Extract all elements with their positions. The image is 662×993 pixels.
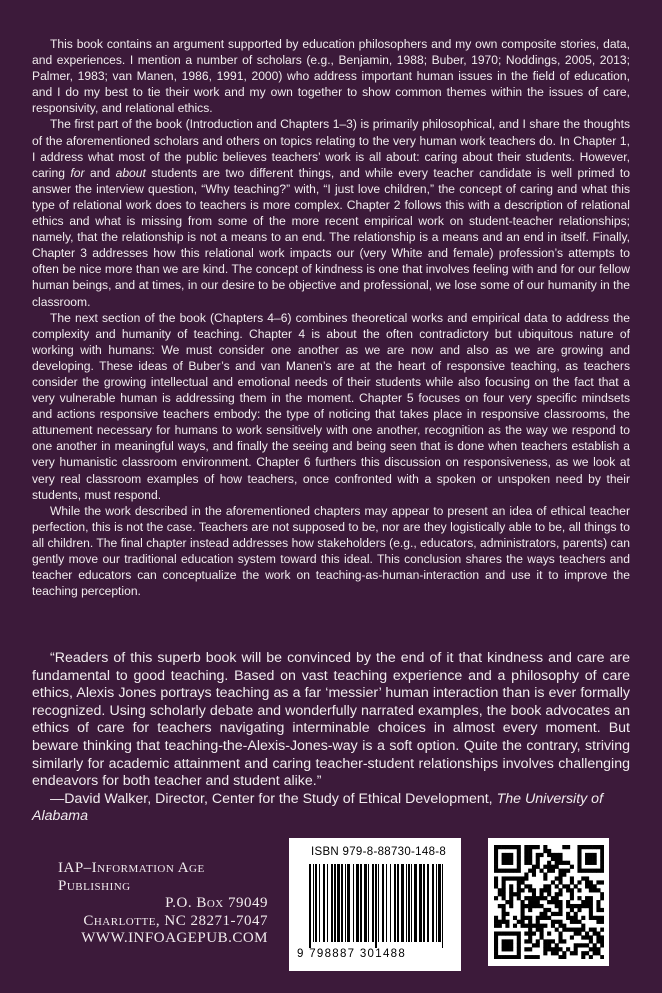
endorsement-attribution: —David Walker, Director, Center for the Study of Ethical Development, The University of Alabama: [32, 790, 604, 825]
paragraph-intro: This book contains an argument supported by education philosophers and my own composite stories, data, and experiences. I mention a number of scholars (e.g., Benjamin, 1988; Buber, 1970; Noddings, 2005, 2013; Palmer, 1983; van Manen, 1986, 1991, 2000) who address important human issues in the field of education, and I do my best to tie their work and my own together to show common themes within the issues of care, responsivity, and relational ethics.: [32, 37, 630, 116]
publisher-info: [58, 860, 268, 948]
qr-code: [488, 838, 609, 966]
publisher-website: WWW.INFOAGEPUB.COM: [81, 930, 268, 946]
paragraph-part-two: The next section of the book (Chapters 4–6) combines theoretical works and empirical data to address the complexity and humanity of teaching. Chapter 4 is about the often contradictory but ubiquitous nature of working with humans: We must consider one another as we are now and also as we are growing and developing. These ideas of Buber’s and van Manen’s are at the heart of responsive teaching, as teachers consider the growing intellectual and emotional needs of their students while also focusing on the fact that a very vulnerable human is addressing them in the moment. Chapter 5 focuses on four very specific mindsets and actions responsive teachers embody: the type of noticing that takes place in responsive classrooms, the attunement necessary for humans to work sensitively with one another, recognition as the way we respond to one another in meaningful ways, and finally the seeing and being seen that is done when teachers establish a very humanistic classroom environment. Chapter 6 furthers this discussion on responsiveness, as we look at very real classroom examples of how teachers, once confronted with a spoken or unspoken need by their students, must respond.: [32, 310, 630, 502]
description-text: [32, 36, 630, 599]
qr-code-icon: [494, 845, 604, 959]
barcode-digits: 9 798887 301488: [297, 948, 407, 960]
paragraph-part-one: The first part of the book (Introduction and Chapters 1–3) is primarily philosophical, and I share the thoughts of the aforementioned scholars and others on topics relating to the very human work teachers do. In Chapter 1, I address what most of the public believes teachers’ work is all about: caring about their students. However, caring for and about students are two different things, and while every teacher candidate is well primed to answer the interview question, “Why teaching?” with, “I just love children,” the concept of caring and what this type of relational work does to teachers is more complex. Chapter 2 follows this with a description of relational ethics and what is missing from some of the more recent empirical work on student-teacher relationships; namely, that the relationship is not a means to an end. The relationship is a means and an end in itself. Finally, Chapter 3 addresses how this relational work impacts our (very White and female) profession’s attempts to often be nice more than we are kind. The concept of kindness is one that involves feeling with and for our fellow human beings, and at times, in our desire to be objective and professional, we lose some of our humanity in the classroom.: [32, 117, 630, 309]
publisher-address-line1: P.O. Box 79049: [165, 895, 268, 911]
publisher-name: IAP–Information Age Publishing: [58, 860, 205, 894]
paragraph-conclusion: While the work described in the aforementioned chapters may appear to present an idea of ethical teacher perfection, this is not the case. Teachers are not supposed to be, nor are they logistically able to be, all things to all children. The final chapter instead addresses how stakeholders (e.g., educators, administrators, parents) can gently move our traditional education system toward this ideal. This conclusion shares the ways teachers and teacher educators can conceptualize the work on teaching-as-human-interaction and use it to improve the teaching perception.: [32, 503, 630, 599]
publisher-address-line2: Charlotte, NC 28271-7047: [83, 912, 268, 929]
barcode-bars: [307, 864, 447, 948]
isbn-label: ISBN 979-8-88730-148-8: [311, 846, 447, 858]
endorsement-quote: “Readers of this superb book will be convinced by the end of it that kindness and care are fundamental to good teaching. Based on vast teaching experience and a philosophy of care ethics, Alexis Jones portrays teaching as a far ‘messier’ human interaction than is ever formally recognized. Using scholarly debate and wonderfully narrated examples, the book advocates an ethics of care for teachers navigating interminable choices in almost every moment. But beware thinking that teaching-the-Alexis-Jones-way is a soft option. Quite the contrary, striving similarly for academic attainment and caring teacher-student relationships involves challenging endeavors for both teacher and student alike.”: [32, 650, 630, 790]
isbn-barcode: [289, 838, 461, 971]
endorsement: [32, 650, 630, 826]
